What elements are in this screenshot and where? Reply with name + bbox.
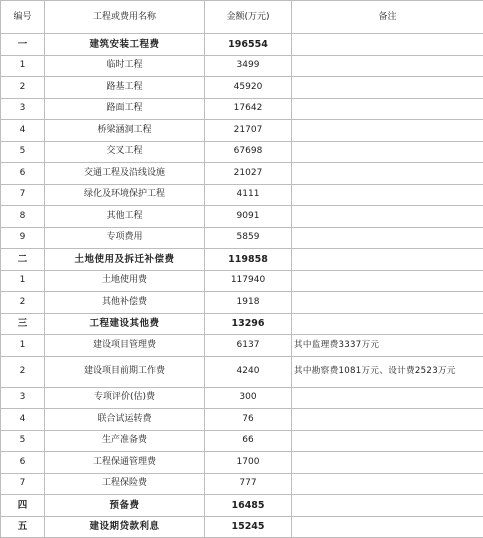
row-note xyxy=(292,516,483,538)
row-note xyxy=(292,184,483,206)
row-amount: 5859 xyxy=(205,227,292,249)
table-row xyxy=(1,270,483,292)
table-row xyxy=(1,249,483,271)
header-name: 工程或费用名称 xyxy=(45,1,205,34)
row-name: 建设期贷款利息 xyxy=(45,516,205,538)
row-name: 专项评价(估)费 xyxy=(45,387,205,409)
row-number: 2 xyxy=(1,77,45,99)
row-name: 专项费用 xyxy=(45,227,205,249)
row-number: 一 xyxy=(1,34,45,56)
row-name: 联合试运转费 xyxy=(45,409,205,431)
row-name: 路基工程 xyxy=(45,77,205,99)
row-note: 其中监理费3337万元 xyxy=(292,335,483,357)
row-amount: 16485 xyxy=(205,495,292,517)
row-number: 6 xyxy=(1,163,45,185)
row-note xyxy=(292,227,483,249)
row-amount: 300 xyxy=(205,387,292,409)
row-amount: 119858 xyxy=(205,249,292,271)
row-number: 7 xyxy=(1,473,45,495)
row-note xyxy=(292,292,483,314)
row-amount: 3499 xyxy=(205,55,292,77)
row-number: 5 xyxy=(1,141,45,163)
table-row xyxy=(1,495,483,517)
row-note xyxy=(292,430,483,452)
row-amount: 66 xyxy=(205,430,292,452)
row-note xyxy=(292,473,483,495)
row-amount: 1918 xyxy=(205,292,292,314)
row-amount: 4240 xyxy=(205,356,292,387)
table-row xyxy=(1,34,483,56)
row-note xyxy=(292,249,483,271)
table-row xyxy=(1,409,483,431)
row-number: 3 xyxy=(1,387,45,409)
row-number: 五 xyxy=(1,516,45,538)
row-note xyxy=(292,313,483,335)
row-name: 桥梁涵洞工程 xyxy=(45,120,205,142)
row-name: 工程保通管理费 xyxy=(45,452,205,474)
row-amount: 777 xyxy=(205,473,292,495)
row-note: 其中勘察费1081万元、设计费2523万元 xyxy=(292,356,483,387)
row-amount: 17642 xyxy=(205,98,292,120)
row-amount: 67698 xyxy=(205,141,292,163)
table-row xyxy=(1,356,483,387)
row-number: 2 xyxy=(1,356,45,387)
row-name: 预备费 xyxy=(45,495,205,517)
row-number: 9 xyxy=(1,227,45,249)
row-number: 6 xyxy=(1,452,45,474)
row-number: 1 xyxy=(1,335,45,357)
table-row xyxy=(1,430,483,452)
row-number: 三 xyxy=(1,313,45,335)
table-row xyxy=(1,473,483,495)
row-number: 3 xyxy=(1,98,45,120)
table-row xyxy=(1,206,483,228)
row-amount: 4111 xyxy=(205,184,292,206)
row-name: 其他补偿费 xyxy=(45,292,205,314)
row-name: 生产准备费 xyxy=(45,430,205,452)
row-amount: 21027 xyxy=(205,163,292,185)
row-number: 1 xyxy=(1,55,45,77)
row-name: 路面工程 xyxy=(45,98,205,120)
row-name: 建筑安装工程费 xyxy=(45,34,205,56)
row-name: 土地使用费 xyxy=(45,270,205,292)
row-note xyxy=(292,452,483,474)
row-number: 2 xyxy=(1,292,45,314)
row-amount: 21707 xyxy=(205,120,292,142)
row-number: 4 xyxy=(1,409,45,431)
table-row xyxy=(1,292,483,314)
row-note xyxy=(292,120,483,142)
row-name: 绿化及环境保护工程 xyxy=(45,184,205,206)
row-name: 其他工程 xyxy=(45,206,205,228)
row-amount: 117940 xyxy=(205,270,292,292)
row-name: 临时工程 xyxy=(45,55,205,77)
row-number: 7 xyxy=(1,184,45,206)
row-note xyxy=(292,141,483,163)
row-note xyxy=(292,34,483,56)
header-note: 备注 xyxy=(292,1,483,34)
table-row xyxy=(1,387,483,409)
table-row xyxy=(1,55,483,77)
table-row xyxy=(1,335,483,357)
row-name: 交通工程及沿线设施 xyxy=(45,163,205,185)
row-note xyxy=(292,206,483,228)
header-amount: 金额(万元) xyxy=(205,1,292,34)
row-note xyxy=(292,495,483,517)
row-amount: 9091 xyxy=(205,206,292,228)
row-note xyxy=(292,387,483,409)
row-name: 工程保险费 xyxy=(45,473,205,495)
row-number: 二 xyxy=(1,249,45,271)
row-note xyxy=(292,270,483,292)
row-amount: 196554 xyxy=(205,34,292,56)
table-row xyxy=(1,120,483,142)
table-body xyxy=(1,34,483,538)
row-number: 5 xyxy=(1,430,45,452)
row-amount: 15245 xyxy=(205,516,292,538)
table-row xyxy=(1,163,483,185)
table-row xyxy=(1,452,483,474)
row-number: 1 xyxy=(1,270,45,292)
row-note xyxy=(292,409,483,431)
table-row xyxy=(1,313,483,335)
table-row xyxy=(1,98,483,120)
row-number: 四 xyxy=(1,495,45,517)
row-name: 建设项目管理费 xyxy=(45,335,205,357)
row-amount: 13296 xyxy=(205,313,292,335)
row-name: 土地使用及拆迁补偿费 xyxy=(45,249,205,271)
row-note xyxy=(292,77,483,99)
row-amount: 6137 xyxy=(205,335,292,357)
table-row xyxy=(1,184,483,206)
row-number: 8 xyxy=(1,206,45,228)
header-number: 编号 xyxy=(1,1,45,34)
row-name: 交叉工程 xyxy=(45,141,205,163)
table-row xyxy=(1,516,483,538)
table-row xyxy=(1,141,483,163)
row-note xyxy=(292,98,483,120)
table-row xyxy=(1,77,483,99)
table-header-row xyxy=(1,1,483,34)
row-amount: 1700 xyxy=(205,452,292,474)
row-name: 工程建设其他费 xyxy=(45,313,205,335)
row-number: 4 xyxy=(1,120,45,142)
row-name: 建设项目前期工作费 xyxy=(45,356,205,387)
table-row xyxy=(1,227,483,249)
row-amount: 76 xyxy=(205,409,292,431)
row-note xyxy=(292,163,483,185)
row-note xyxy=(292,55,483,77)
row-amount: 45920 xyxy=(205,77,292,99)
